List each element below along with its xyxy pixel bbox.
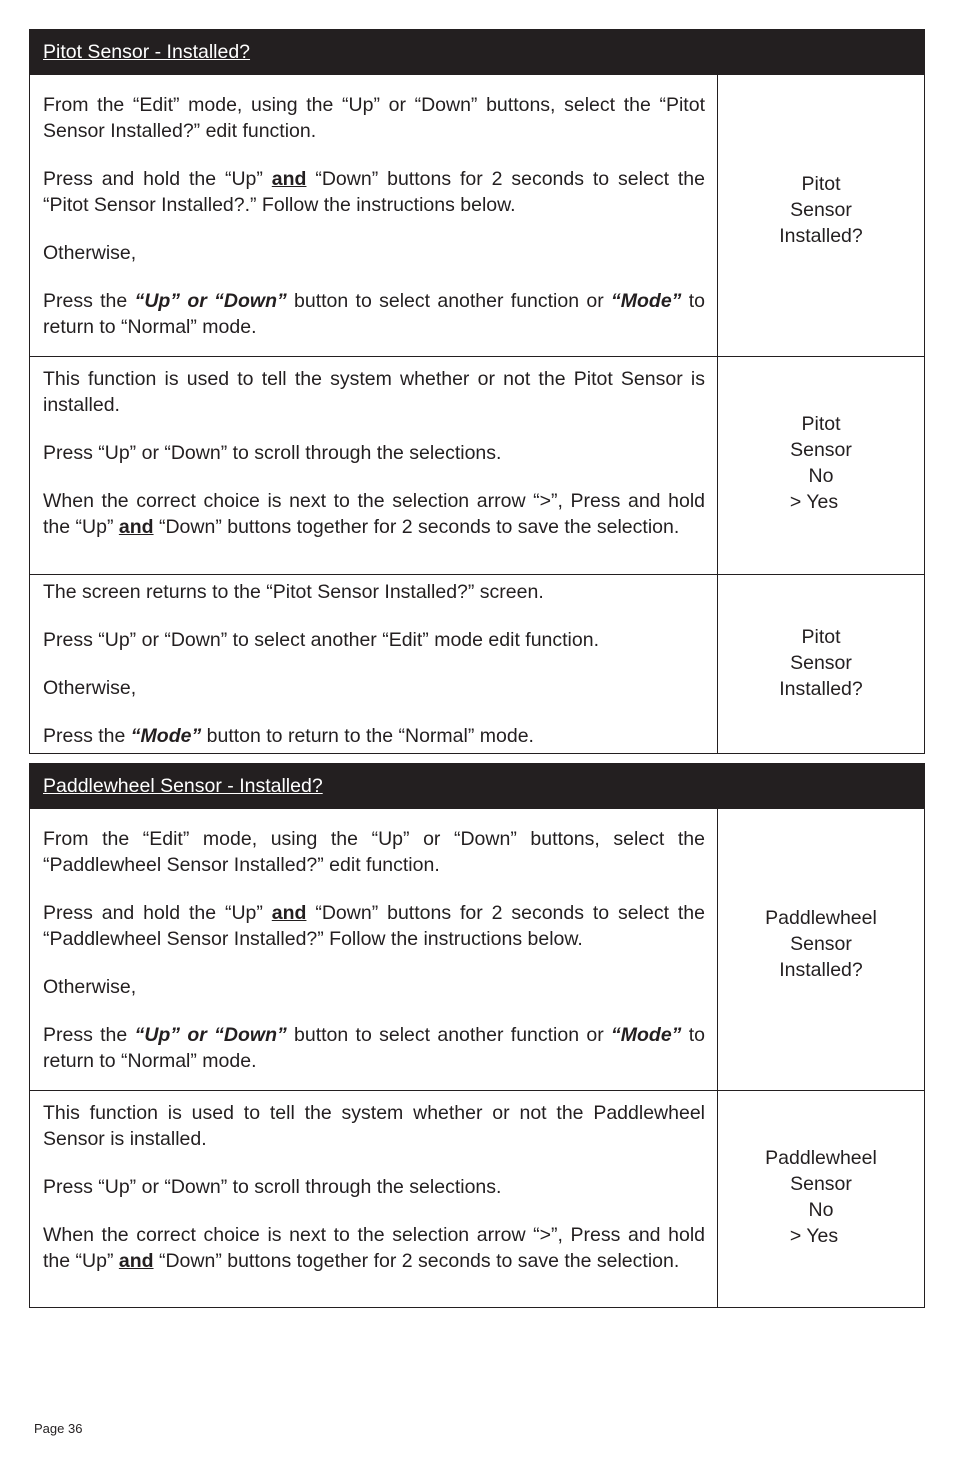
- emphasis-text: and: [271, 902, 307, 924]
- text-run: When the correct choice is next to the selection arrow “>”, Press and hold the: [43, 490, 705, 538]
- paddlewheel-sensor-table: [29, 763, 925, 1308]
- text-run: Otherwise,: [43, 242, 137, 264]
- text-run: Press: [43, 442, 99, 464]
- table-row: [30, 356, 924, 574]
- emphasis-text: and: [271, 168, 307, 190]
- instruction-paragraph: [43, 974, 705, 1000]
- text-run: The screen returns to the “Pitot Sensor Installed?” screen.: [43, 581, 544, 603]
- text-run: buttons, select the “Paddlewheel Sensor Installed?” edit function.: [43, 828, 705, 876]
- text-run: to return to “Normal” mode.: [43, 290, 705, 338]
- display-line: > Yes: [789, 491, 839, 513]
- text-run: button to select another function or: [286, 1024, 612, 1046]
- instruction-paragraph: [43, 366, 705, 418]
- instruction-paragraph: [43, 440, 705, 466]
- text-run: Press: [43, 629, 99, 651]
- emphasis-text: “Up”: [224, 902, 272, 924]
- display-line: Pitot: [801, 625, 841, 648]
- emphasis-text: “Up” or “Down”: [98, 629, 228, 651]
- display-line: Sensor: [790, 932, 852, 955]
- table-row: [30, 574, 924, 754]
- instructions-cell: [30, 357, 718, 574]
- emphasis-text: “Up” or “Down”: [371, 828, 517, 850]
- display-line: Sensor: [790, 1172, 852, 1195]
- display-line: No: [808, 1198, 834, 1221]
- emphasis-text: “Up”: [224, 168, 272, 190]
- display-line: No: [808, 465, 834, 487]
- display-line: Sensor: [790, 651, 852, 674]
- display-line: Pitot: [801, 413, 841, 435]
- text-run: buttons for 2 seconds to select the “Paddlewheel Sensor Installed?” Follow the instructions below.: [43, 902, 705, 950]
- table-row: [30, 75, 924, 356]
- display-screen-cell: [718, 1091, 924, 1307]
- emphasis-text: “Down”: [153, 516, 222, 538]
- display-line: Installed?: [779, 677, 863, 700]
- instruction-paragraph: [43, 1174, 705, 1200]
- text-run: From the “Edit” mode, using the: [43, 94, 343, 116]
- instructions-cell: [30, 809, 718, 1090]
- text-run: buttons together for 2 seconds to save the selection.: [221, 516, 680, 538]
- emphasis-text: and: [118, 1250, 154, 1272]
- emphasis-text: “Up” or “Down”: [134, 1024, 287, 1046]
- text-run: Press and hold the: [43, 168, 225, 190]
- emphasis-text: “Mode”: [130, 725, 202, 747]
- section-header: Pitot Sensor - Installed?: [30, 30, 924, 75]
- instruction-paragraph: [43, 900, 705, 952]
- emphasis-text: “Up”: [75, 1250, 119, 1272]
- text-run: buttons for 2 seconds to select the “Pitot Sensor Installed?.” Follow the instructions below.: [43, 168, 705, 216]
- display-line: Pitot: [801, 172, 841, 195]
- instructions-cell: [30, 1091, 718, 1307]
- emphasis-text: “Up” or “Down”: [98, 1176, 228, 1198]
- display-screen-cell: [718, 575, 924, 754]
- text-run: to scroll through the selections.: [227, 1176, 502, 1198]
- instruction-paragraph: [43, 1022, 705, 1074]
- display-line: Sensor: [790, 198, 852, 221]
- text-run: button to select another function or: [286, 290, 612, 312]
- text-run: Press the: [43, 725, 131, 747]
- text-run: to scroll through the selections.: [227, 442, 502, 464]
- display-line: Sensor: [790, 439, 852, 461]
- table-row: [30, 1090, 924, 1307]
- instruction-paragraph: [43, 579, 705, 605]
- text-run: Press the: [43, 1024, 135, 1046]
- text-run: This function is used to tell the system whether or not the Pitot Sensor is installed.: [43, 368, 705, 416]
- text-run: Press and hold the: [43, 902, 225, 924]
- emphasis-text: “Down”: [306, 168, 379, 190]
- display-line: Installed?: [779, 224, 863, 247]
- pitot-sensor-table: [29, 29, 925, 754]
- instruction-paragraph: [43, 675, 705, 701]
- instruction-paragraph: [43, 723, 705, 749]
- emphasis-text: “Mode”: [611, 290, 682, 312]
- emphasis-text: and: [118, 516, 154, 538]
- emphasis-text: “Down”: [153, 1250, 222, 1272]
- text-run: to select another “Edit” mode edit function.: [227, 629, 599, 651]
- page-number: Page 36: [34, 1421, 83, 1436]
- section-header: Paddlewheel Sensor - Installed?: [30, 764, 924, 809]
- instruction-paragraph: [43, 166, 705, 218]
- instructions-cell: [30, 575, 718, 754]
- table-row: [30, 809, 924, 1090]
- text-run: Press the: [43, 290, 135, 312]
- instruction-paragraph: [43, 1100, 705, 1152]
- display-screen-cell: [718, 809, 924, 1090]
- emphasis-text: “Up”: [75, 516, 119, 538]
- text-run: Otherwise,: [43, 976, 137, 998]
- text-run: buttons, select the “Pitot Sensor Installed?” edit function.: [43, 94, 705, 142]
- emphasis-text: “Mode”: [611, 1024, 682, 1046]
- text-run: button to return to the “Normal” mode.: [201, 725, 534, 747]
- text-run: to return to “Normal” mode.: [43, 1024, 705, 1072]
- emphasis-text: “Up” or “Down”: [98, 442, 228, 464]
- emphasis-text: “Up” or “Down”: [342, 94, 478, 116]
- instructions-cell: [30, 75, 718, 356]
- text-run: This function is used to tell the system whether or not the Paddlewheel Sensor is installed.: [43, 1102, 705, 1150]
- text-run: Otherwise,: [43, 677, 137, 699]
- display-screen-cell: [718, 357, 924, 574]
- text-run: buttons together for 2 seconds to save the selection.: [221, 1250, 680, 1272]
- instruction-paragraph: [43, 92, 705, 144]
- emphasis-text: “Up” or “Down”: [134, 290, 287, 312]
- instruction-paragraph: [43, 627, 705, 653]
- instruction-paragraph: [43, 1222, 705, 1274]
- display-line: Paddlewheel: [765, 1146, 877, 1169]
- instruction-paragraph: [43, 240, 705, 266]
- instruction-paragraph: [43, 826, 705, 878]
- display-line: Paddlewheel: [765, 906, 877, 929]
- text-run: Press: [43, 1176, 99, 1198]
- emphasis-text: “Down”: [306, 902, 379, 924]
- display-line: > Yes: [789, 1224, 839, 1247]
- display-screen-cell: [718, 75, 924, 356]
- instruction-paragraph: [43, 288, 705, 340]
- text-run: When the correct choice is next to the selection arrow “>”, Press and hold the: [43, 1224, 705, 1272]
- text-run: From the “Edit” mode, using the: [43, 828, 372, 850]
- instruction-paragraph: [43, 488, 705, 540]
- display-line: Installed?: [779, 958, 863, 981]
